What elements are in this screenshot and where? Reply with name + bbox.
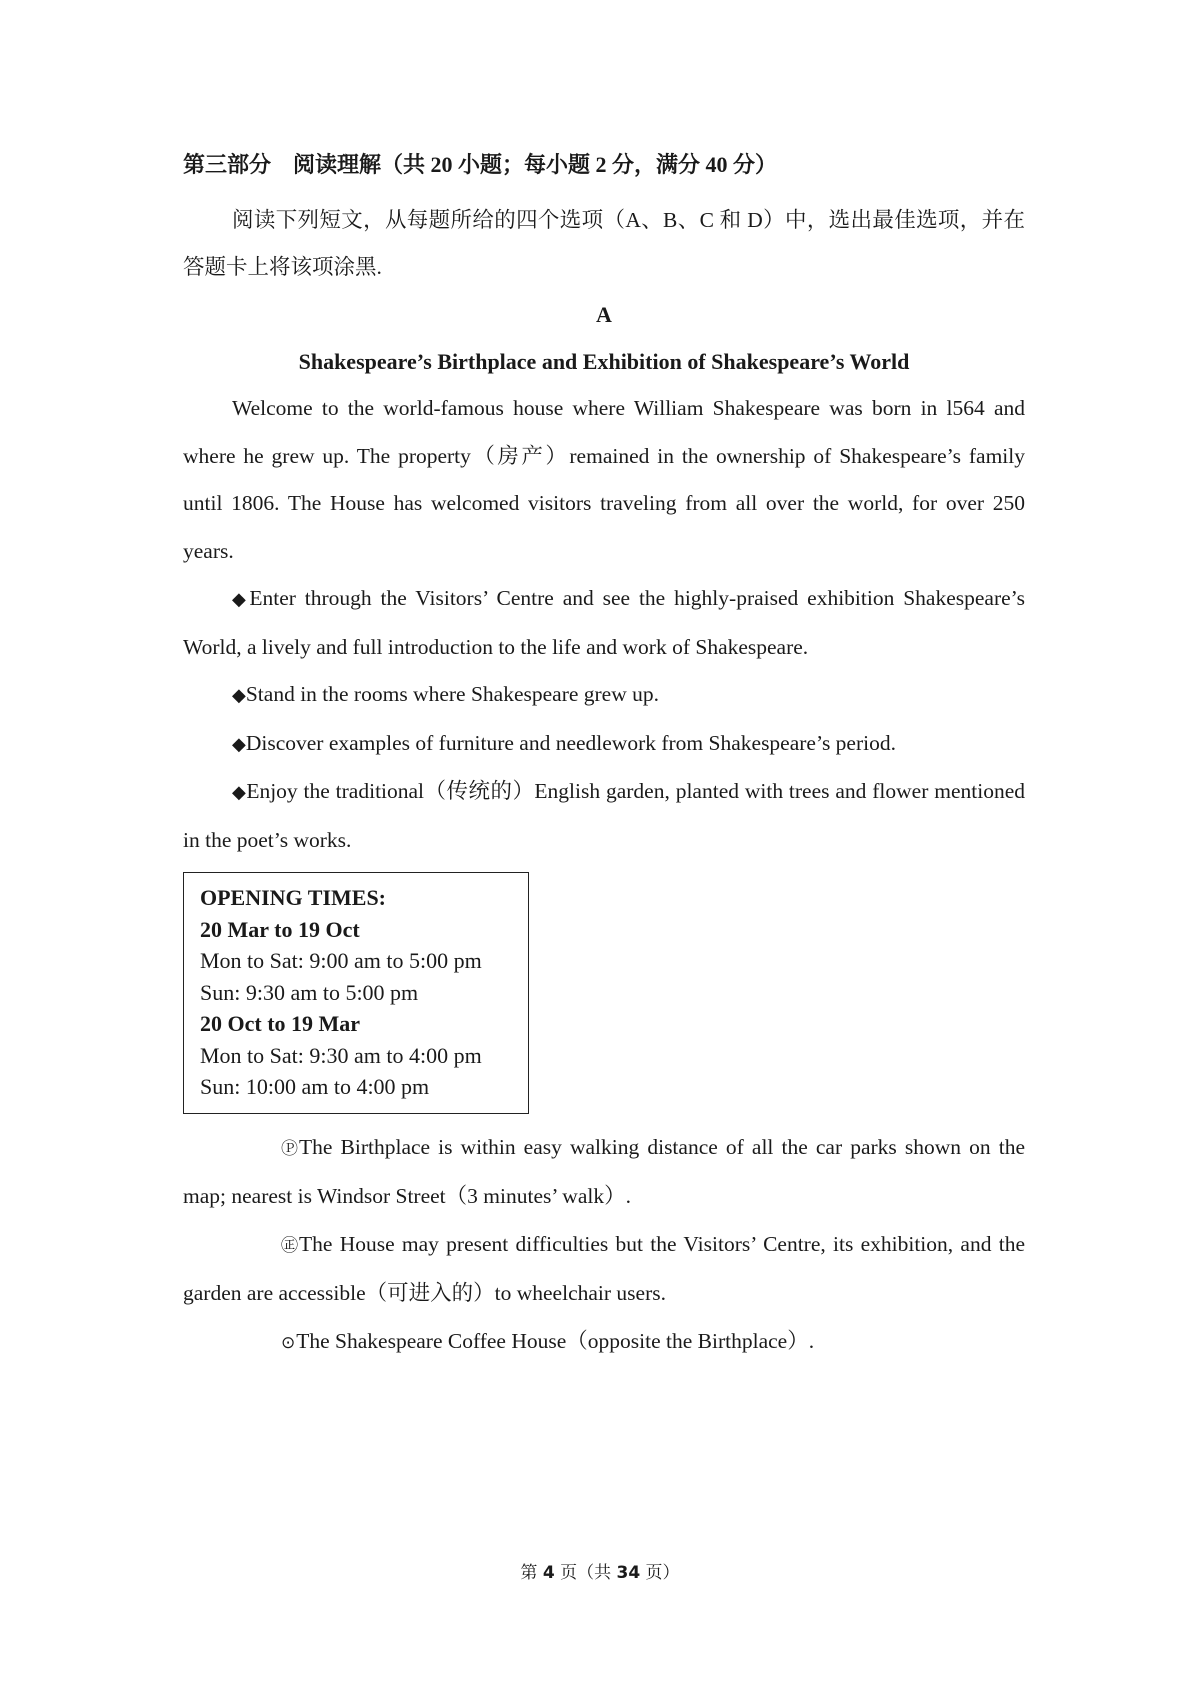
parking-icon: Ⓟ [281, 1138, 298, 1159]
accessibility-icon: ㊣ [281, 1235, 298, 1256]
bullet-text: Enter through the Visitors’ Centre and see the highly-praised exhibition Shakespeare’s World, a lively and full introduction to the life and work of Shakespeare. [183, 586, 1025, 659]
passage-intro: Welcome to the world-famous house where William Shakespeare was born in l564 and where he grew up. The property（房产）remained in the ownership of Shakespeare’s family until 1806. The House has welcomed visitors traveling from all over the world, for over 250 years. [183, 396, 1025, 563]
section-instructions: 阅读下列短文，从每题所给的四个选项（A、B、C 和 D）中，选出最佳选项，并在答题卡上将该项涂黑. [183, 208, 1025, 279]
diamond-bullet-icon: ◆ [232, 733, 246, 755]
exam-page [183, 150, 1025, 1367]
passage-title: Shakespeare’s Birthplace and Exhibition of Shakespeare’s World [298, 349, 910, 374]
bullet-item [183, 720, 1025, 769]
accessibility-note [183, 1221, 1025, 1318]
period-1-sunday-hours: Sun: 9:30 am to 5:00 pm [200, 979, 419, 1005]
bullet-text: Stand in the rooms where Shakespeare grew up. [245, 682, 660, 706]
period-1-label: 20 Mar to 19 Oct [200, 916, 360, 942]
diamond-bullet-icon: ◆ [232, 782, 247, 803]
page-footer [0, 1558, 1200, 1583]
coffee-house-icon: ⊙ [281, 1332, 296, 1353]
footer-page-number: 4 [542, 1563, 555, 1583]
bullet-item [183, 671, 1025, 720]
bullet-text: Discover examples of furniture and needlework from Shakespeare’s period. [245, 730, 896, 755]
bullet-item [183, 768, 1025, 864]
footer-suffix: 页） [640, 1563, 680, 1583]
opening-times-heading: OPENING TIMES: [200, 885, 387, 910]
passage-letter: A [596, 302, 612, 327]
bullet-item [183, 575, 1025, 671]
parking-note [183, 1124, 1025, 1221]
period-2-sunday-hours: Sun: 10:00 am to 4:00 pm [200, 1074, 430, 1099]
period-2-weekday-hours: Mon to Sat: 9:30 am to 4:00 pm [200, 1042, 482, 1068]
coffee-note [183, 1318, 1025, 1368]
footer-prefix: 第 [520, 1563, 543, 1583]
footer-middle: 页（共 [554, 1563, 617, 1583]
diamond-bullet-icon: ◆ [232, 589, 250, 610]
diamond-bullet-icon: ◆ [232, 685, 246, 706]
accessibility-note-text: The House may present difficulties but the Visitors’ Centre, its exhibition, and the garden are accessible（可进入的）to wheelchair users. [183, 1231, 1025, 1305]
period-1-weekday-hours: Mon to Sat: 9:00 am to 5:00 pm [200, 948, 482, 973]
footer-total-pages: 34 [616, 1563, 641, 1583]
opening-times-box [183, 872, 529, 1114]
coffee-note-text: The Shakespeare Coffee House（opposite the Birthplace）. [296, 1328, 815, 1353]
section-heading: 第三部分 阅读理解（共 20 小题；每小题 2 分，满分 40 分） [183, 152, 778, 177]
bullet-text: Enjoy the traditional（传统的）English garden, planted with trees and flower mentioned in the poet’s works. [183, 779, 1025, 852]
parking-note-text: The Birthplace is within easy walking distance of all the car parks shown on the map; nearest is Windsor Street（3 minutes’ walk）. [183, 1134, 1025, 1208]
period-2-label: 20 Oct to 19 Mar [200, 1011, 361, 1036]
